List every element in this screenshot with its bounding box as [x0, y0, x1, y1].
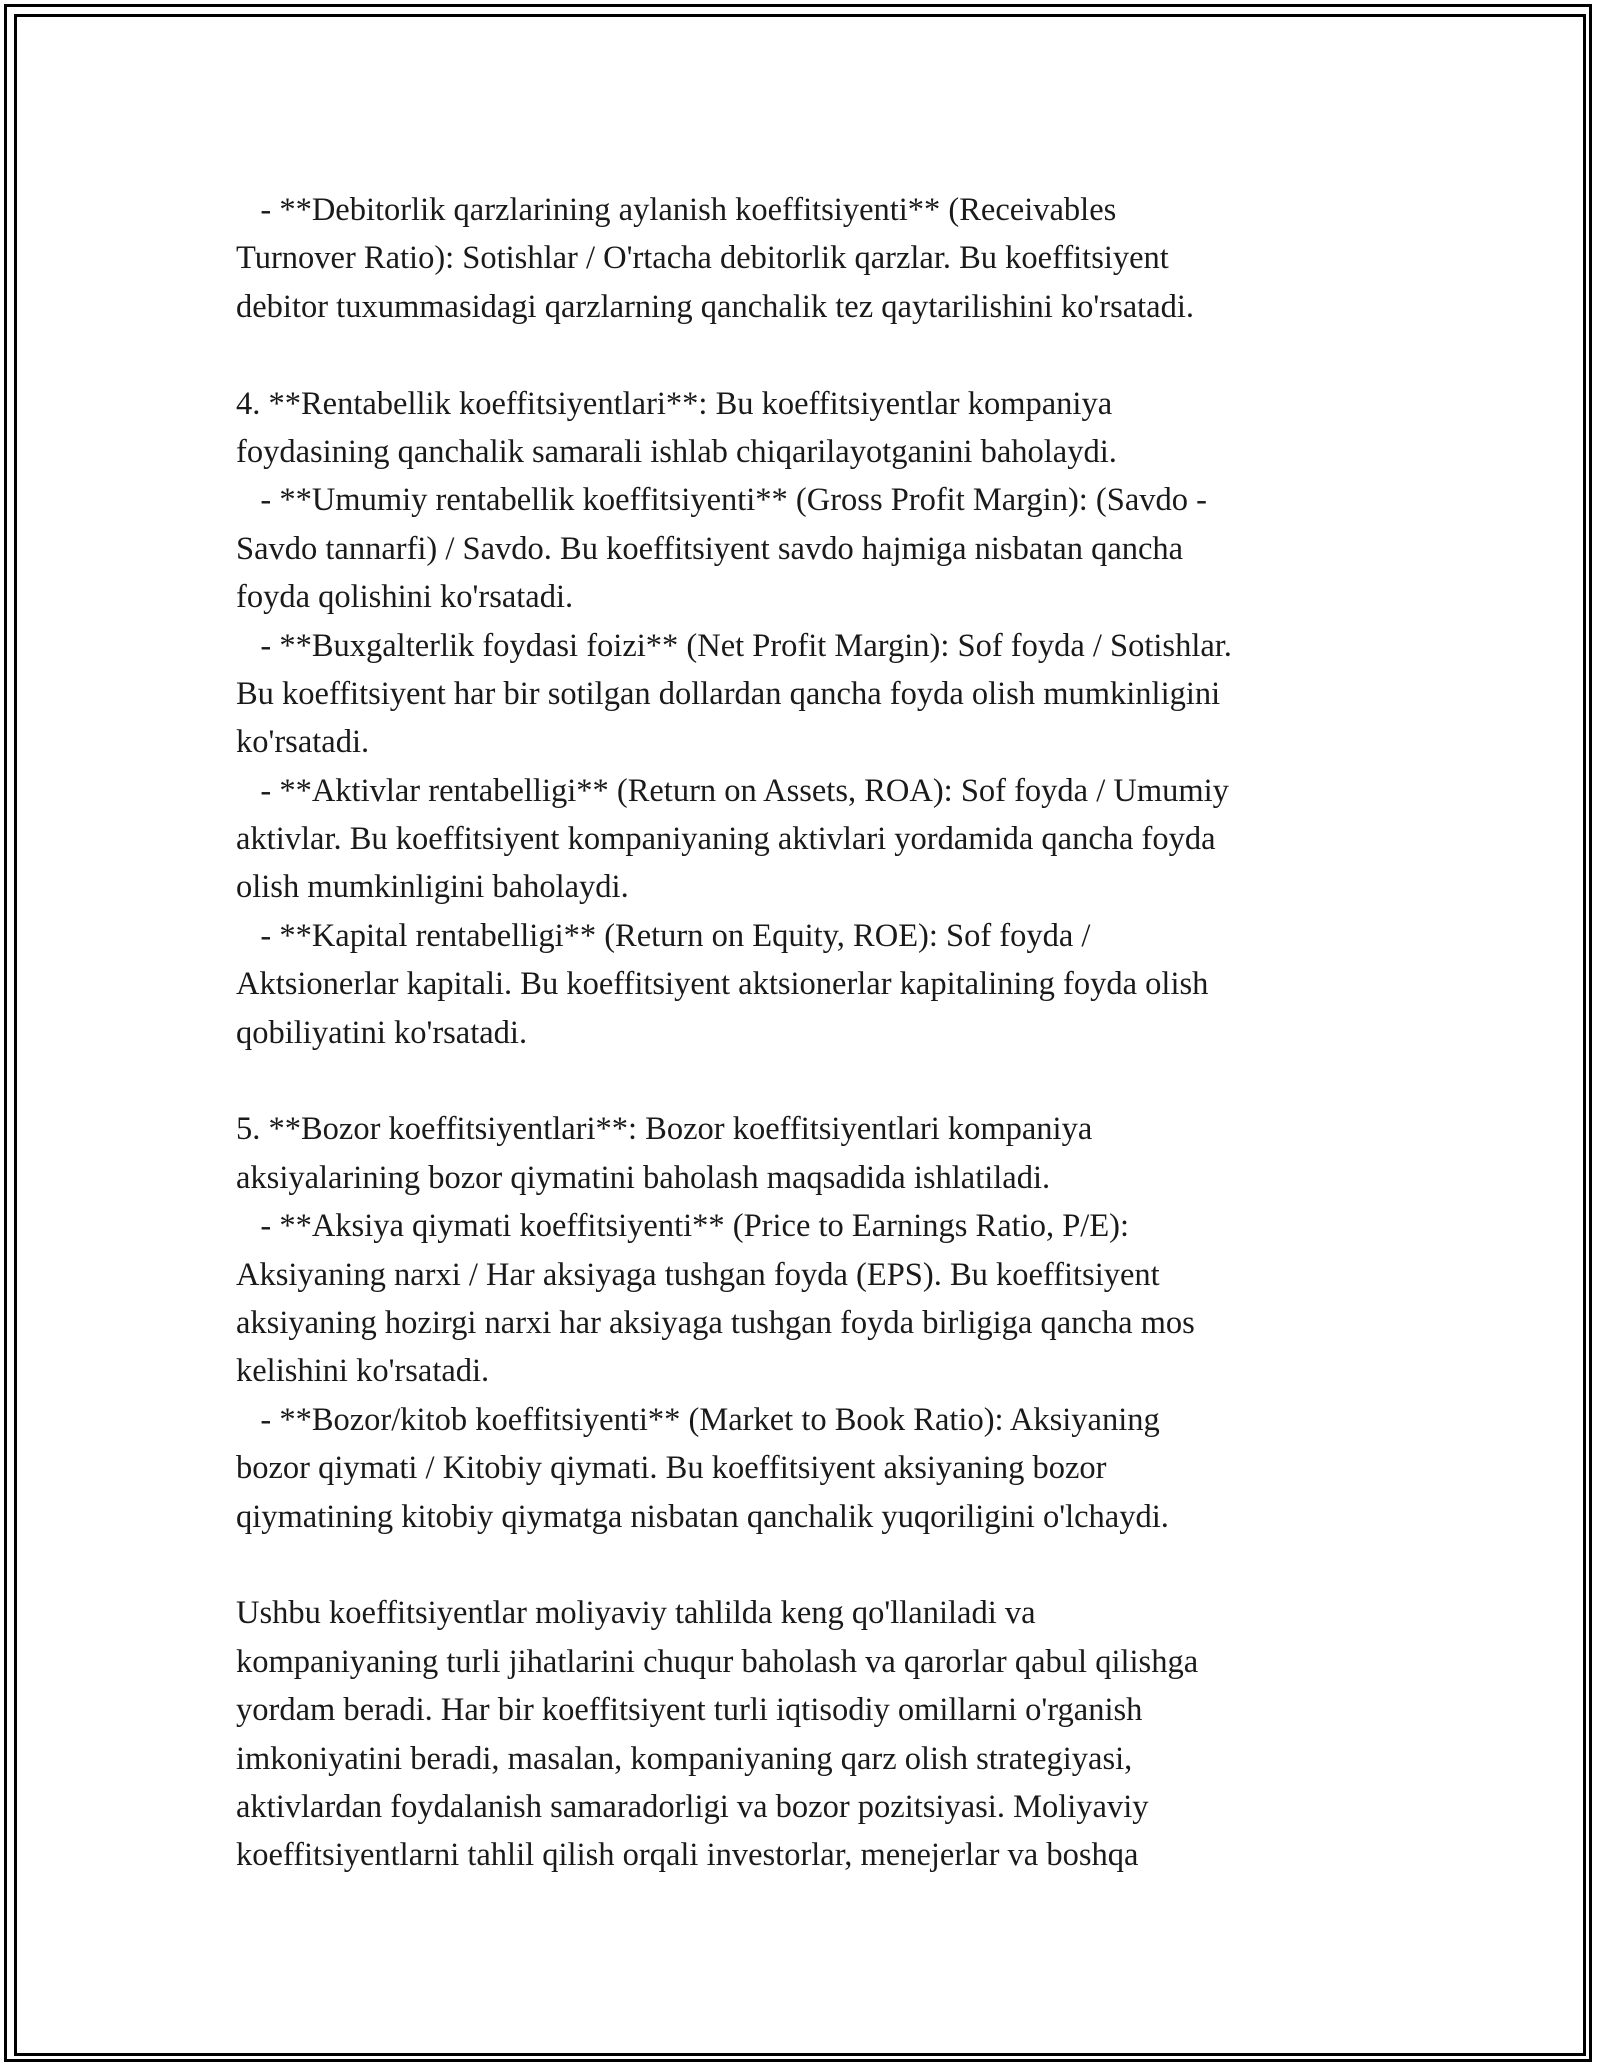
paragraph-receivables-turnover: [236, 186, 1366, 331]
text-line: - **Kapital rentabelligi** (Return on Equity, ROE): Sof foyda /: [236, 917, 1091, 954]
text-line: Aktsionerlar kapitali. Bu koeffitsiyent aktsionerlar kapitalining foyda olish: [236, 966, 1209, 1003]
text-line: Aksiyaning narxi / Har aksiyaga tushgan foyda (EPS). Bu koeffitsiyent: [236, 1256, 1160, 1293]
paragraph-market-ratios: [236, 1105, 1366, 1541]
text-line: - **Buxgalterlik foydasi foizi** (Net Profit Margin): Sof foyda / Sotishlar.: [236, 627, 1232, 664]
text-line: Bu koeffitsiyent har bir sotilgan dollardan qancha foyda olish mumkinligini: [236, 675, 1221, 712]
text-line: Ushbu koeffitsiyentlar moliyaviy tahlilda keng qo'llaniladi va: [236, 1595, 1036, 1632]
paragraph-profitability-ratios: [236, 380, 1366, 1057]
paragraph-spacer: [236, 1057, 1366, 1105]
text-line: ko'rsatadi.: [236, 724, 370, 761]
text-line: - **Aktivlar rentabelligi** (Return on Assets, ROA): Sof foyda / Umumiy: [236, 772, 1229, 809]
paragraph-spacer: [236, 1541, 1366, 1589]
text-line: - **Umumiy rentabellik koeffitsiyenti** (Gross Profit Margin): (Savdo -: [236, 482, 1207, 519]
text-line: aktivlardan foydalanish samaradorligi va bozor pozitsiyasi. Moliyaviy: [236, 1788, 1149, 1825]
text-line: aksiyalarining bozor qiymatini baholash maqsadida ishlatiladi.: [236, 1159, 1051, 1196]
paragraph-spacer: [236, 331, 1366, 379]
text-line: 4. **Rentabellik koeffitsiyentlari**: Bu koeffitsiyentlar kompaniya: [236, 385, 1113, 422]
text-line: foydasining qanchalik samarali ishlab chiqarilayotganini baholaydi.: [236, 433, 1117, 470]
text-line: aktivlar. Bu koeffitsiyent kompaniyaning aktivlari yordamida qancha foyda: [236, 821, 1216, 858]
text-line: aksiyaning hozirgi narxi har aksiyaga tushgan foyda birligiga qancha mos: [236, 1304, 1195, 1341]
text-line: Savdo tannarfi) / Savdo. Bu koeffitsiyent savdo hajmiga nisbatan qancha: [236, 530, 1184, 567]
text-line: - **Aksiya qiymati koeffitsiyenti** (Price to Earnings Ratio, P/E):: [236, 1208, 1130, 1245]
text-line: imkoniyatini beradi, masalan, kompaniyaning qarz olish strategiyasi,: [236, 1740, 1133, 1777]
text-line: kompaniyaning turli jihatlarini chuqur baholash va qarorlar qabul qilishga: [236, 1643, 1199, 1680]
text-line: debitor tuxummasidagi qarzlarning qanchalik tez qaytarilishini ko'rsatadi.: [236, 288, 1195, 325]
text-line: bozor qiymati / Kitobiy qiymati. Bu koeffitsiyent aksiyaning bozor: [236, 1450, 1107, 1487]
text-line: - **Debitorlik qarzlarining aylanish koeffitsiyenti** (Receivables: [236, 192, 1117, 228]
text-line: qobiliyatini ko'rsatadi.: [236, 1014, 528, 1051]
text-line: Turnover Ratio): Sotishlar / O'rtacha debitorlik qarzlar. Bu koeffitsiyent: [236, 240, 1169, 277]
text-line: yordam beradi. Har bir koeffitsiyent turli iqtisodiy omillarni o'rganish: [236, 1692, 1143, 1729]
document-body: [236, 186, 1366, 1880]
text-line: koeffitsiyentlarni tahlil qilish orqali investorlar, menejerlar va boshqa: [236, 1837, 1139, 1874]
text-line: - **Bozor/kitob koeffitsiyenti** (Market to Book Ratio): Aksiyaning: [236, 1401, 1160, 1438]
text-line: olish mumkinligini baholaydi.: [236, 869, 629, 906]
text-line: foyda qolishini ko'rsatadi.: [236, 579, 574, 616]
paragraph-conclusion: [236, 1589, 1366, 1879]
text-line: 5. **Bozor koeffitsiyentlari**: Bozor koeffitsiyentlari kompaniya: [236, 1111, 1093, 1148]
text-line: kelishini ko'rsatadi.: [236, 1353, 490, 1390]
text-line: qiymatining kitobiy qiymatga nisbatan qanchalik yuqoriligini o'lchaydi.: [236, 1498, 1169, 1535]
